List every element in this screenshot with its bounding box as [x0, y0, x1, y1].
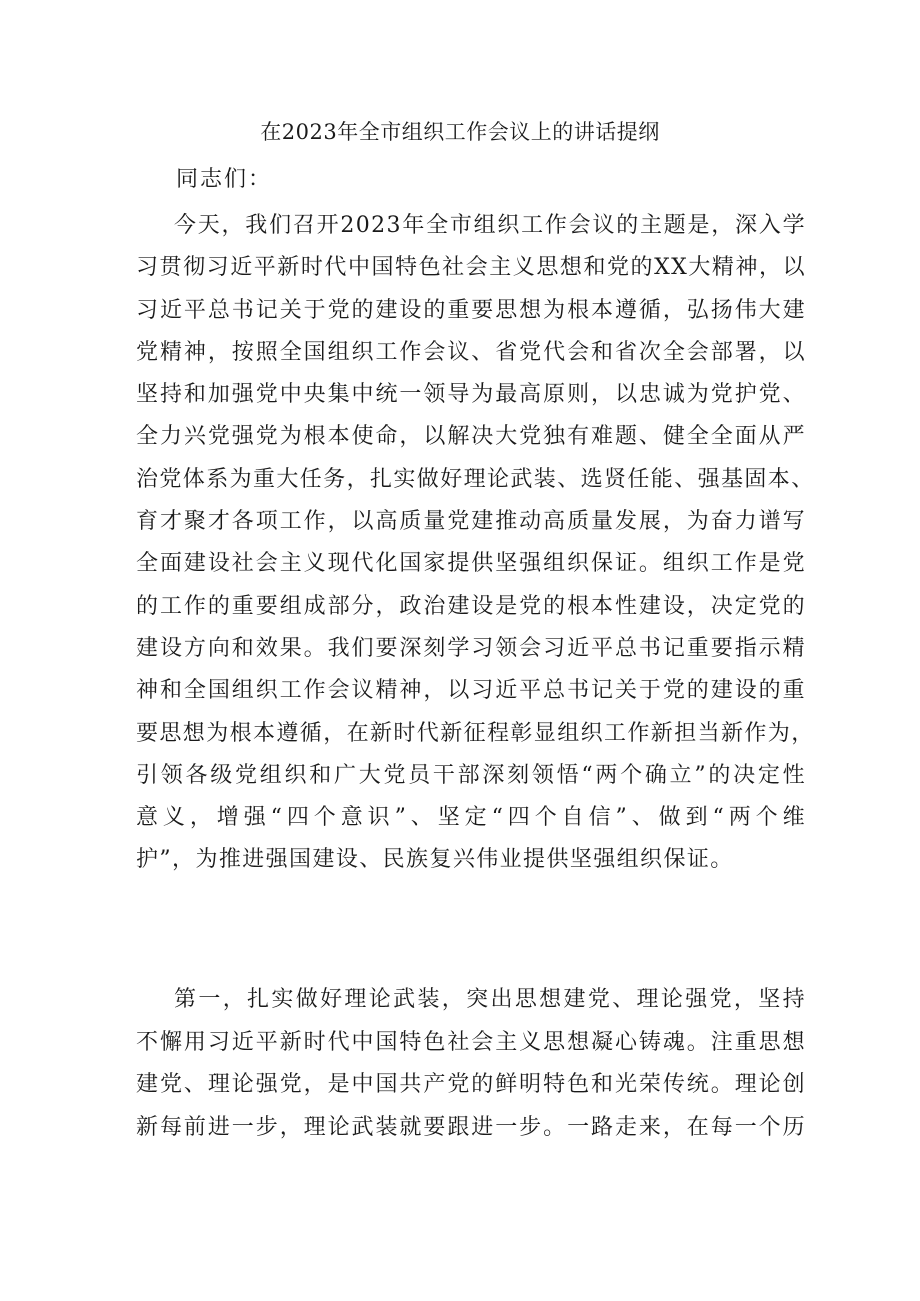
paragraph-line: 引领各级党组织和广大党员干部深刻领悟“两个确立”的决定性: [136, 762, 806, 788]
document-title: 在2023年全市组织工作会议上的讲话提纲: [260, 120, 660, 144]
paragraph-line: 第一，扎实做好理论武装，突出思想建党、理论强党，坚持: [174, 987, 806, 1012]
paragraph-line: 全力兴党强党为根本使命，以解决大党独有难题、健全全面从严: [136, 424, 806, 450]
paragraph-line: 治党体系为重大任务，扎实做好理论武装、选贤任能、强基固本、: [136, 466, 815, 492]
paragraph-line: 全面建设社会主义现代化国家提供坚强组织保证。组织工作是党: [136, 551, 806, 577]
paragraph-line: 今天，我们召开2023年全市组织工作会议的主题是，深入学: [174, 213, 806, 238]
paragraph-line: 坚持和加强党中央集中统一领导为最高原则，以忠诚为党护党、: [136, 382, 806, 408]
paragraph-1: [136, 209, 815, 886]
paragraph-line: 习近平总书记关于党的建设的重要思想为根本遵循，弘扬伟大建: [136, 297, 806, 323]
paragraph-line: 神和全国组织工作会议精神，以习近平总书记关于党的建设的重: [136, 678, 806, 704]
paragraph-line: 意义，增强“四个意识”、坚定“四个自信”、做到“两个维: [136, 805, 806, 831]
paragraph-line: 建设方向和效果。我们要深刻学习领会习近平总书记重要指示精: [136, 635, 806, 661]
paragraph-line: 习贯彻习近平新时代中国特色社会主义思想和党的XX大精神，以: [136, 255, 806, 281]
paragraph-line: 护”，为推进强国建设、民族复兴伟业提供坚强组织保证。: [136, 847, 734, 873]
paragraph-line: 建党、理论强党，是中国共产党的鲜明特色和光荣传统。理论创: [136, 1072, 806, 1098]
paragraph-line: 育才聚才各项工作，以高质量党建推动高质量发展，为奋力谱写: [136, 509, 806, 535]
paragraph-line: 的工作的重要组成部分，政治建设是党的根本性建设，决定党的: [136, 593, 806, 619]
paragraph-2: [136, 983, 806, 1154]
salutation: 同志们：: [176, 167, 273, 192]
paragraph-line: 不懈用习近平新时代中国特色社会主义思想凝心铸魂。注重思想: [136, 1029, 806, 1055]
paragraph-line: 新每前进一步，理论武装就要跟进一步。一路走来，在每一个历: [136, 1115, 806, 1141]
paragraph-line: 党精神，按照全国组织工作会议、省党代会和省次全会部署，以: [136, 339, 806, 365]
paragraph-line: 要思想为根本遵循，在新时代新征程彰显组织工作新担当新作为，: [136, 720, 815, 746]
